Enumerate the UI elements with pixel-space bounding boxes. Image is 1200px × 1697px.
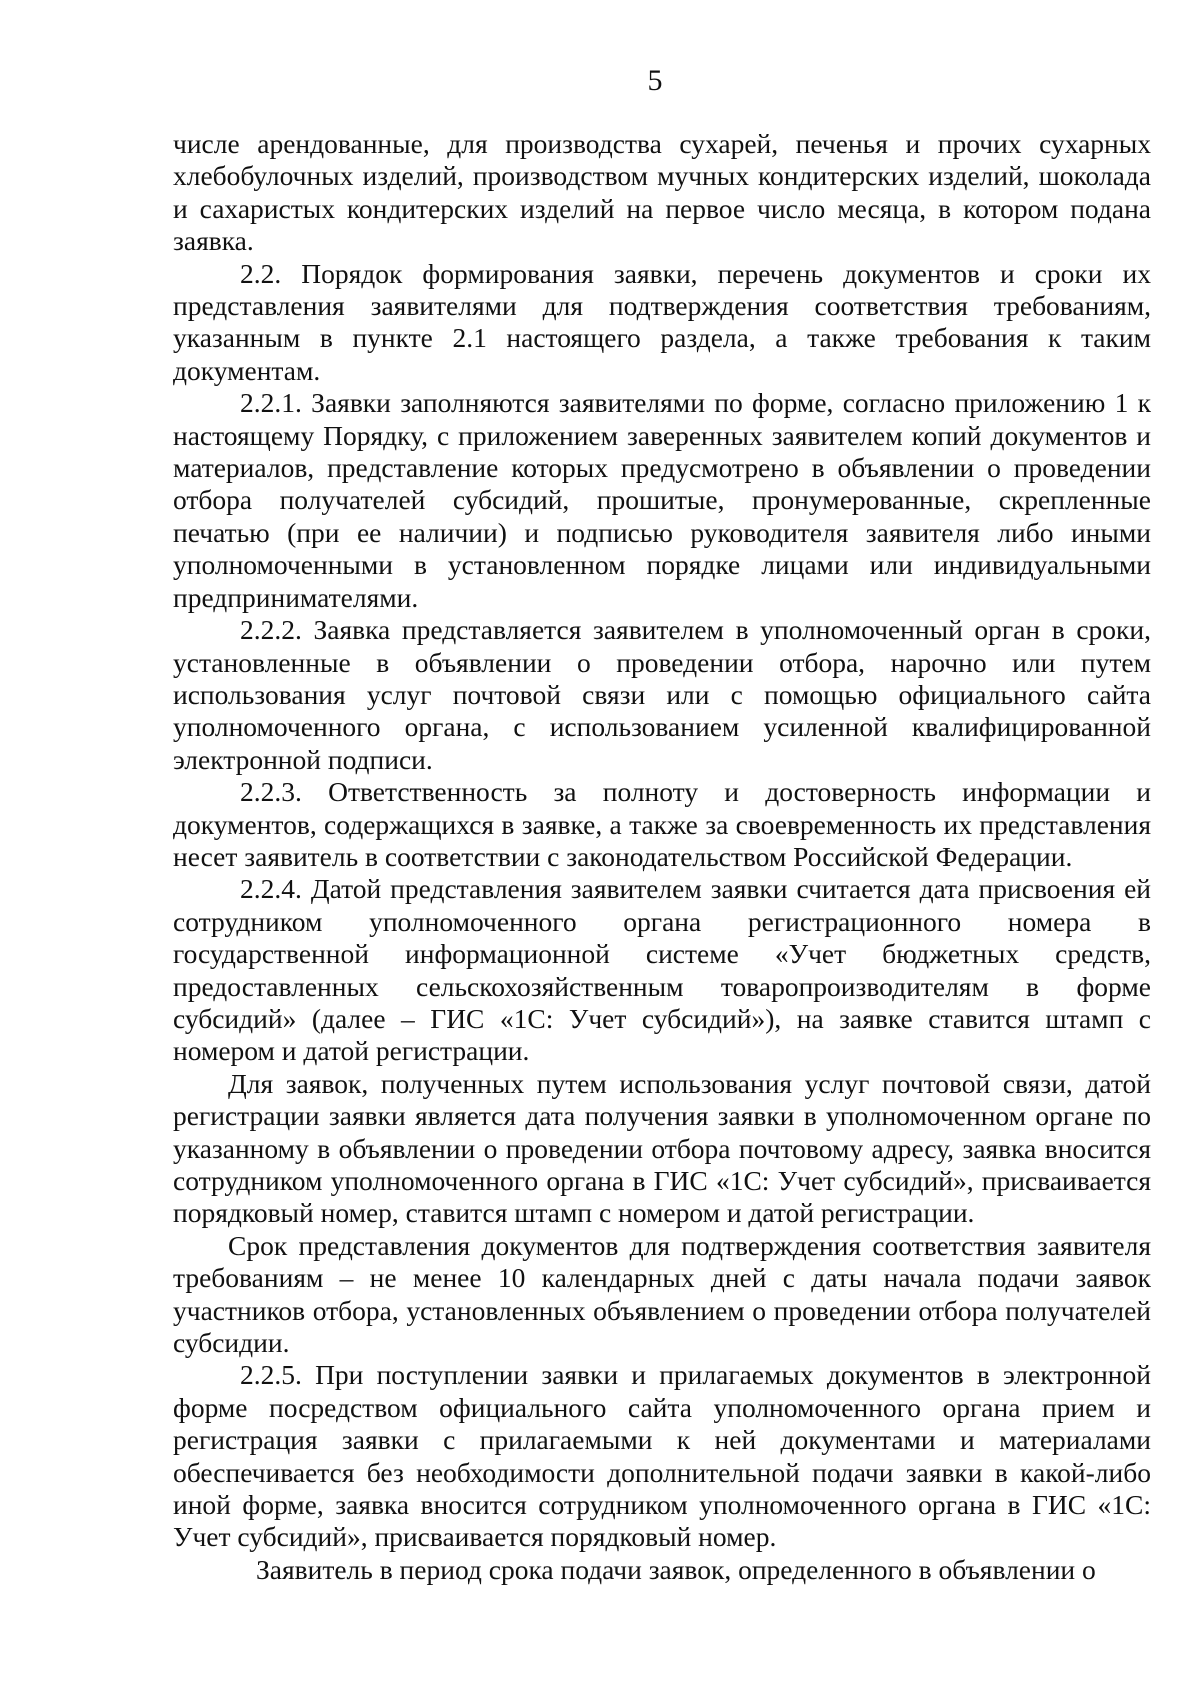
paragraph: Заявитель в период срока подачи заявок, определенного в объявлении о <box>256 1553 1096 1585</box>
paragraph: 2.2.5. При поступлении заявки и прилагаемых документов в электронной форме посредством официального сайта уполномоченного органа прием и регистрация заявки с прилагаемыми к ней документами и материалами обеспечивается без необходимости дополнительной подачи заявки в какой-либо иной форме, заявка вносится сотрудником уполномоченного органа в ГИС «1С: Учет субсидий», присваивается порядковый номер. <box>173 1359 1151 1553</box>
paragraph: 2.2.1. Заявки заполняются заявителями по форме, согласно приложению 1 к настоящему Порядку, с приложением заверенных заявителем копий документов и материалов, представление которых предусмотрено в объявлении о проведении отбора получателей субсидий, прошитые, пронумерованные, скрепленные печатью (при ее наличии) и подписью руководителя заявителя либо иными уполномоченными в установленном порядке лицами или индивидуальными предпринимателями. <box>173 387 1151 613</box>
paragraph: 2.2.4. Датой представления заявителем заявки считается дата присвоения ей сотрудником уполномоченного органа регистрационного номера в государственной информационной системе «Учет бюджетных средств, предоставленных сельскохозяйственным товаропроизводителям в форме субсидий» (далее – ГИС «1С: Учет субсидий»), на заявке ставится штамп с номером и датой регистрации. <box>173 873 1151 1067</box>
paragraph: 2.2. Порядок формирования заявки, перечень документов и сроки их представления заявителями для подтверждения соответствия требованиям, указанным в пункте 2.1 настоящего раздела, а также требования к таким документам. <box>173 257 1151 386</box>
paragraph: числе арендованные, для производства сухарей, печенья и прочих сухарных хлебобулочных изделий, производством мучных кондитерских изделий, шоколада и сахаристых кондитерских изделий на первое число месяца, в котором подана заявка. <box>173 128 1151 257</box>
page-number: 5 <box>647 64 663 97</box>
paragraph: 2.2.2. Заявка представляется заявителем в уполномоченный орган в сроки, установленные в объявлении о проведении отбора, нарочно или путем использования услуг почтовой связи или с помощью официального сайта уполномоченного органа, с использованием усиленной квалифицированной электронной подписи. <box>173 614 1151 775</box>
paragraph: 2.2.3. Ответственность за полноту и достоверность информации и документов, содержащихся в заявке, а также за своевременность их представления несет заявитель в соответствии с законодательством Российской Федерации. <box>173 776 1151 872</box>
paragraph: Срок представления документов для подтверждения соответствия заявителя требованиям – не менее 10 календарных дней с даты начала подачи заявок участников отбора, установленных объявлением о проведении отбора получателей субсидии. <box>173 1229 1151 1359</box>
document-body <box>173 128 1151 1586</box>
paragraph: Для заявок, полученных путем использования услуг почтовой связи, датой регистрации заявки является дата получения заявки в уполномоченном органе по указанному в объявлении о проведении отбора почтовому адресу, заявка вносится сотрудником уполномоченного органа в ГИС «1С: Учет субсидий», присваивается порядковый номер, ставится штамп с номером и датой регистрации. <box>173 1067 1151 1229</box>
